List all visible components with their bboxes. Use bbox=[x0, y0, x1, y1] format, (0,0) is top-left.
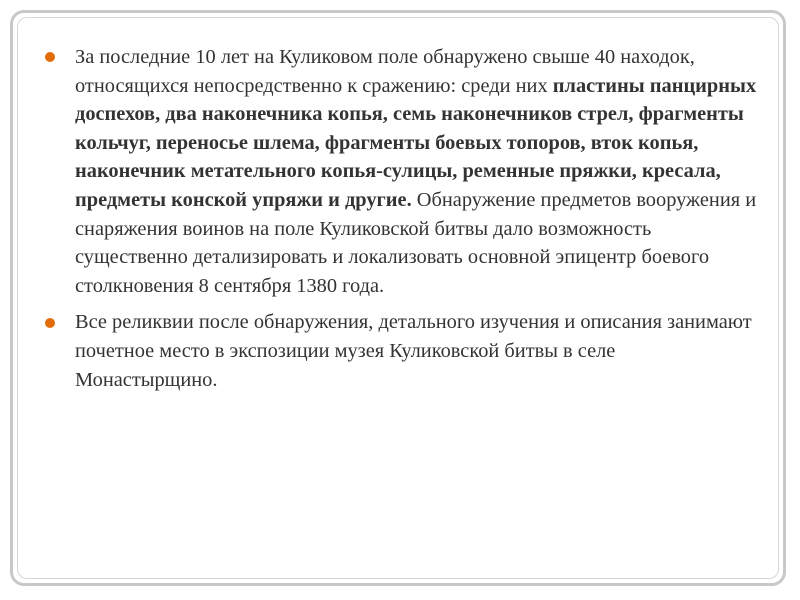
bullet-dot-icon bbox=[45, 52, 55, 62]
bullet-item-2 bbox=[45, 308, 760, 394]
bullet-1-text-after: Обнаружение предметов вооружения и снаряжения воинов на поле Куликовской битвы дало возможность существенно детализировать и локализовать основной эпицентр боевого столкновения 8 сентября 1380 года. bbox=[75, 188, 757, 297]
bullet-1-text-before: За последние 10 лет на Куликовом поле обнаружено свыше 40 находок, относящихся непосредственно к сражению: среди них bbox=[75, 46, 695, 97]
slide-content bbox=[45, 43, 760, 402]
bullet-item-1 bbox=[45, 43, 760, 300]
slide-frame bbox=[10, 10, 786, 586]
bullet-2-text: Все реликвии после обнаружения, детального изучения и описания занимают почетное место в экспозиции музея Куликовской битвы в селе Монастырщино. bbox=[75, 311, 752, 391]
bullet-dot-icon bbox=[45, 318, 55, 328]
bullet-1-text-bold: пластины панцирных доспехов, два наконечника копья, семь наконечников стрел, фрагменты кольчуг, переносье шлема, фрагменты боевых топоров, вток копья, наконечник метательного копья-сулицы, ременные пряжки, кресала, предметы конской упряжи и другие. bbox=[75, 74, 757, 211]
